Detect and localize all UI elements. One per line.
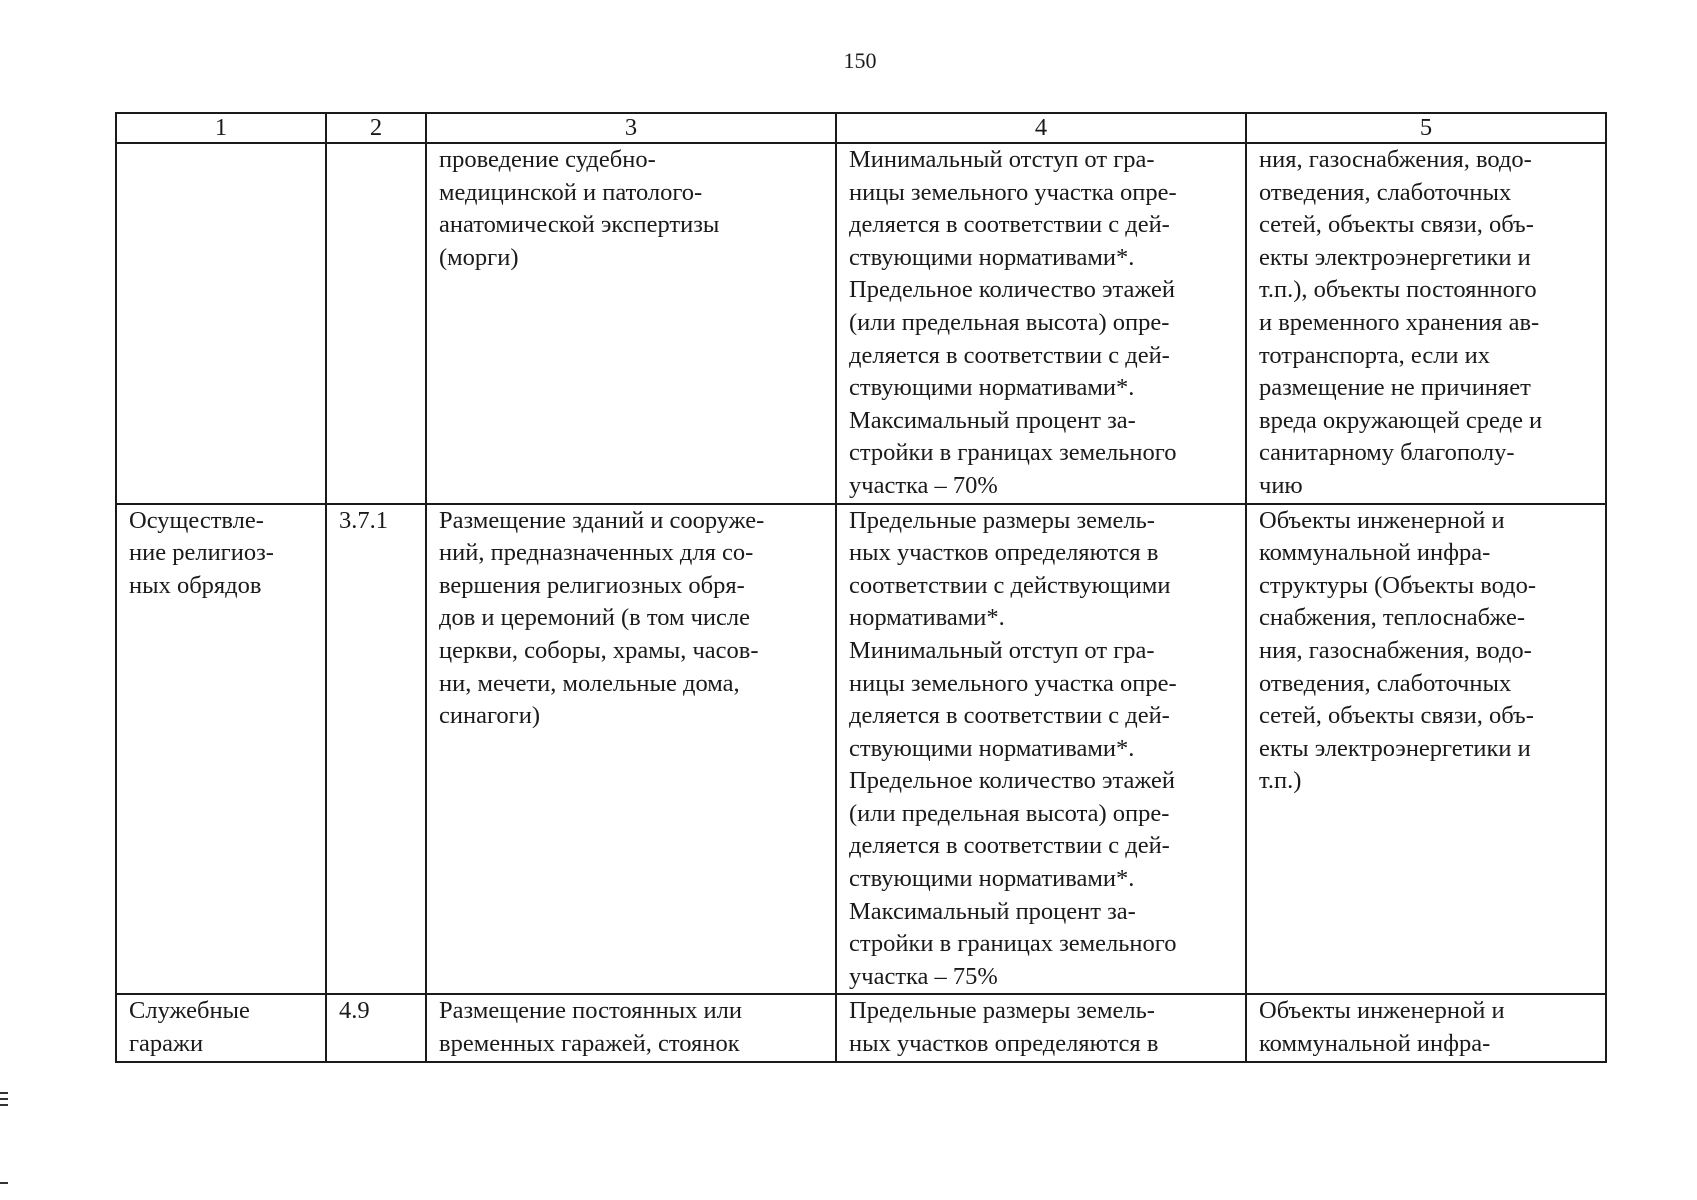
cell-code: 3.7.1 xyxy=(326,504,426,995)
cell-code xyxy=(326,143,426,504)
regulations-table xyxy=(115,112,1607,1063)
cell-auxiliary-uses: ния, газоснабжения, водо- отведения, слаботочных сетей, объекты связи, объ- екты электроэнергетики и т.п.), объекты постоянного и временного хранения ав- тотранспорта, если их размещение не причиняет вреда окружающей среде и санитарному благополу- чию xyxy=(1246,143,1606,504)
cell-description: проведение судебно- медицинской и патолого- анатомической экспертизы (морги) xyxy=(426,143,836,504)
scan-artifact-mark xyxy=(0,1092,8,1094)
table-header-row xyxy=(116,113,1606,143)
scan-artifact-mark xyxy=(0,1104,8,1106)
header-col-1: 1 xyxy=(116,113,326,143)
cell-use-name xyxy=(116,143,326,504)
cell-use-name: Осуществле- ние религиоз- ных обрядов xyxy=(116,504,326,995)
cell-description: Размещение зданий и сооруже- ний, предназначенных для со- вершения религиозных обря- дов и церемоний (в том числе церкви, соборы, храмы, часов- ни, мечети, молельные дома, синагоги) xyxy=(426,504,836,995)
scan-artifact-mark xyxy=(0,1098,8,1100)
cell-code: 4.9 xyxy=(326,994,426,1062)
cell-parameters: Предельные размеры земель- ных участков определяются в xyxy=(836,994,1246,1062)
cell-auxiliary-uses: Объекты инженерной и коммунальной инфра- структуры (Объекты водо- снабжения, теплоснабже- ния, газоснабжения, водо- отведения, слаботочных сетей, объекты связи, объ- екты электроэнергетики и т.п.) xyxy=(1246,504,1606,995)
scan-artifact-mark xyxy=(0,1182,8,1184)
page-number: 150 xyxy=(843,48,877,73)
table-row xyxy=(116,143,1606,504)
cell-description: Размещение постоянных или временных гаражей, стоянок xyxy=(426,994,836,1062)
header-col-4: 4 xyxy=(836,113,1246,143)
cell-use-name: Служебные гаражи xyxy=(116,994,326,1062)
table-row xyxy=(116,504,1606,995)
cell-parameters: Минимальный отступ от гра- ницы земельного участка опре- деляется в соответствии с дей- ствующими нормативами*. Предельное количество этажей (или предельная высота) опре- деляется в соответствии с дей- ствующими нормативами*. Максимальный процент за- стройки в границах земельного участка – 70% xyxy=(836,143,1246,504)
header-col-3: 3 xyxy=(426,113,836,143)
cell-parameters: Предельные размеры земель- ных участков определяются в соответствии с действующими нормативами*. Минимальный отступ от гра- ницы земельного участка опре- деляется в соответствии с дей- ствующими нормативами*. Предельное количество этажей (или предельная высота) опре- деляется в соответствии с дей- ствующими нормативами*. Максимальный процент за- стройки в границах земельного участка – 75% xyxy=(836,504,1246,995)
table-row xyxy=(116,994,1606,1062)
header-col-5: 5 xyxy=(1246,113,1606,143)
cell-auxiliary-uses: Объекты инженерной и коммунальной инфра- xyxy=(1246,994,1606,1062)
header-col-2: 2 xyxy=(326,113,426,143)
